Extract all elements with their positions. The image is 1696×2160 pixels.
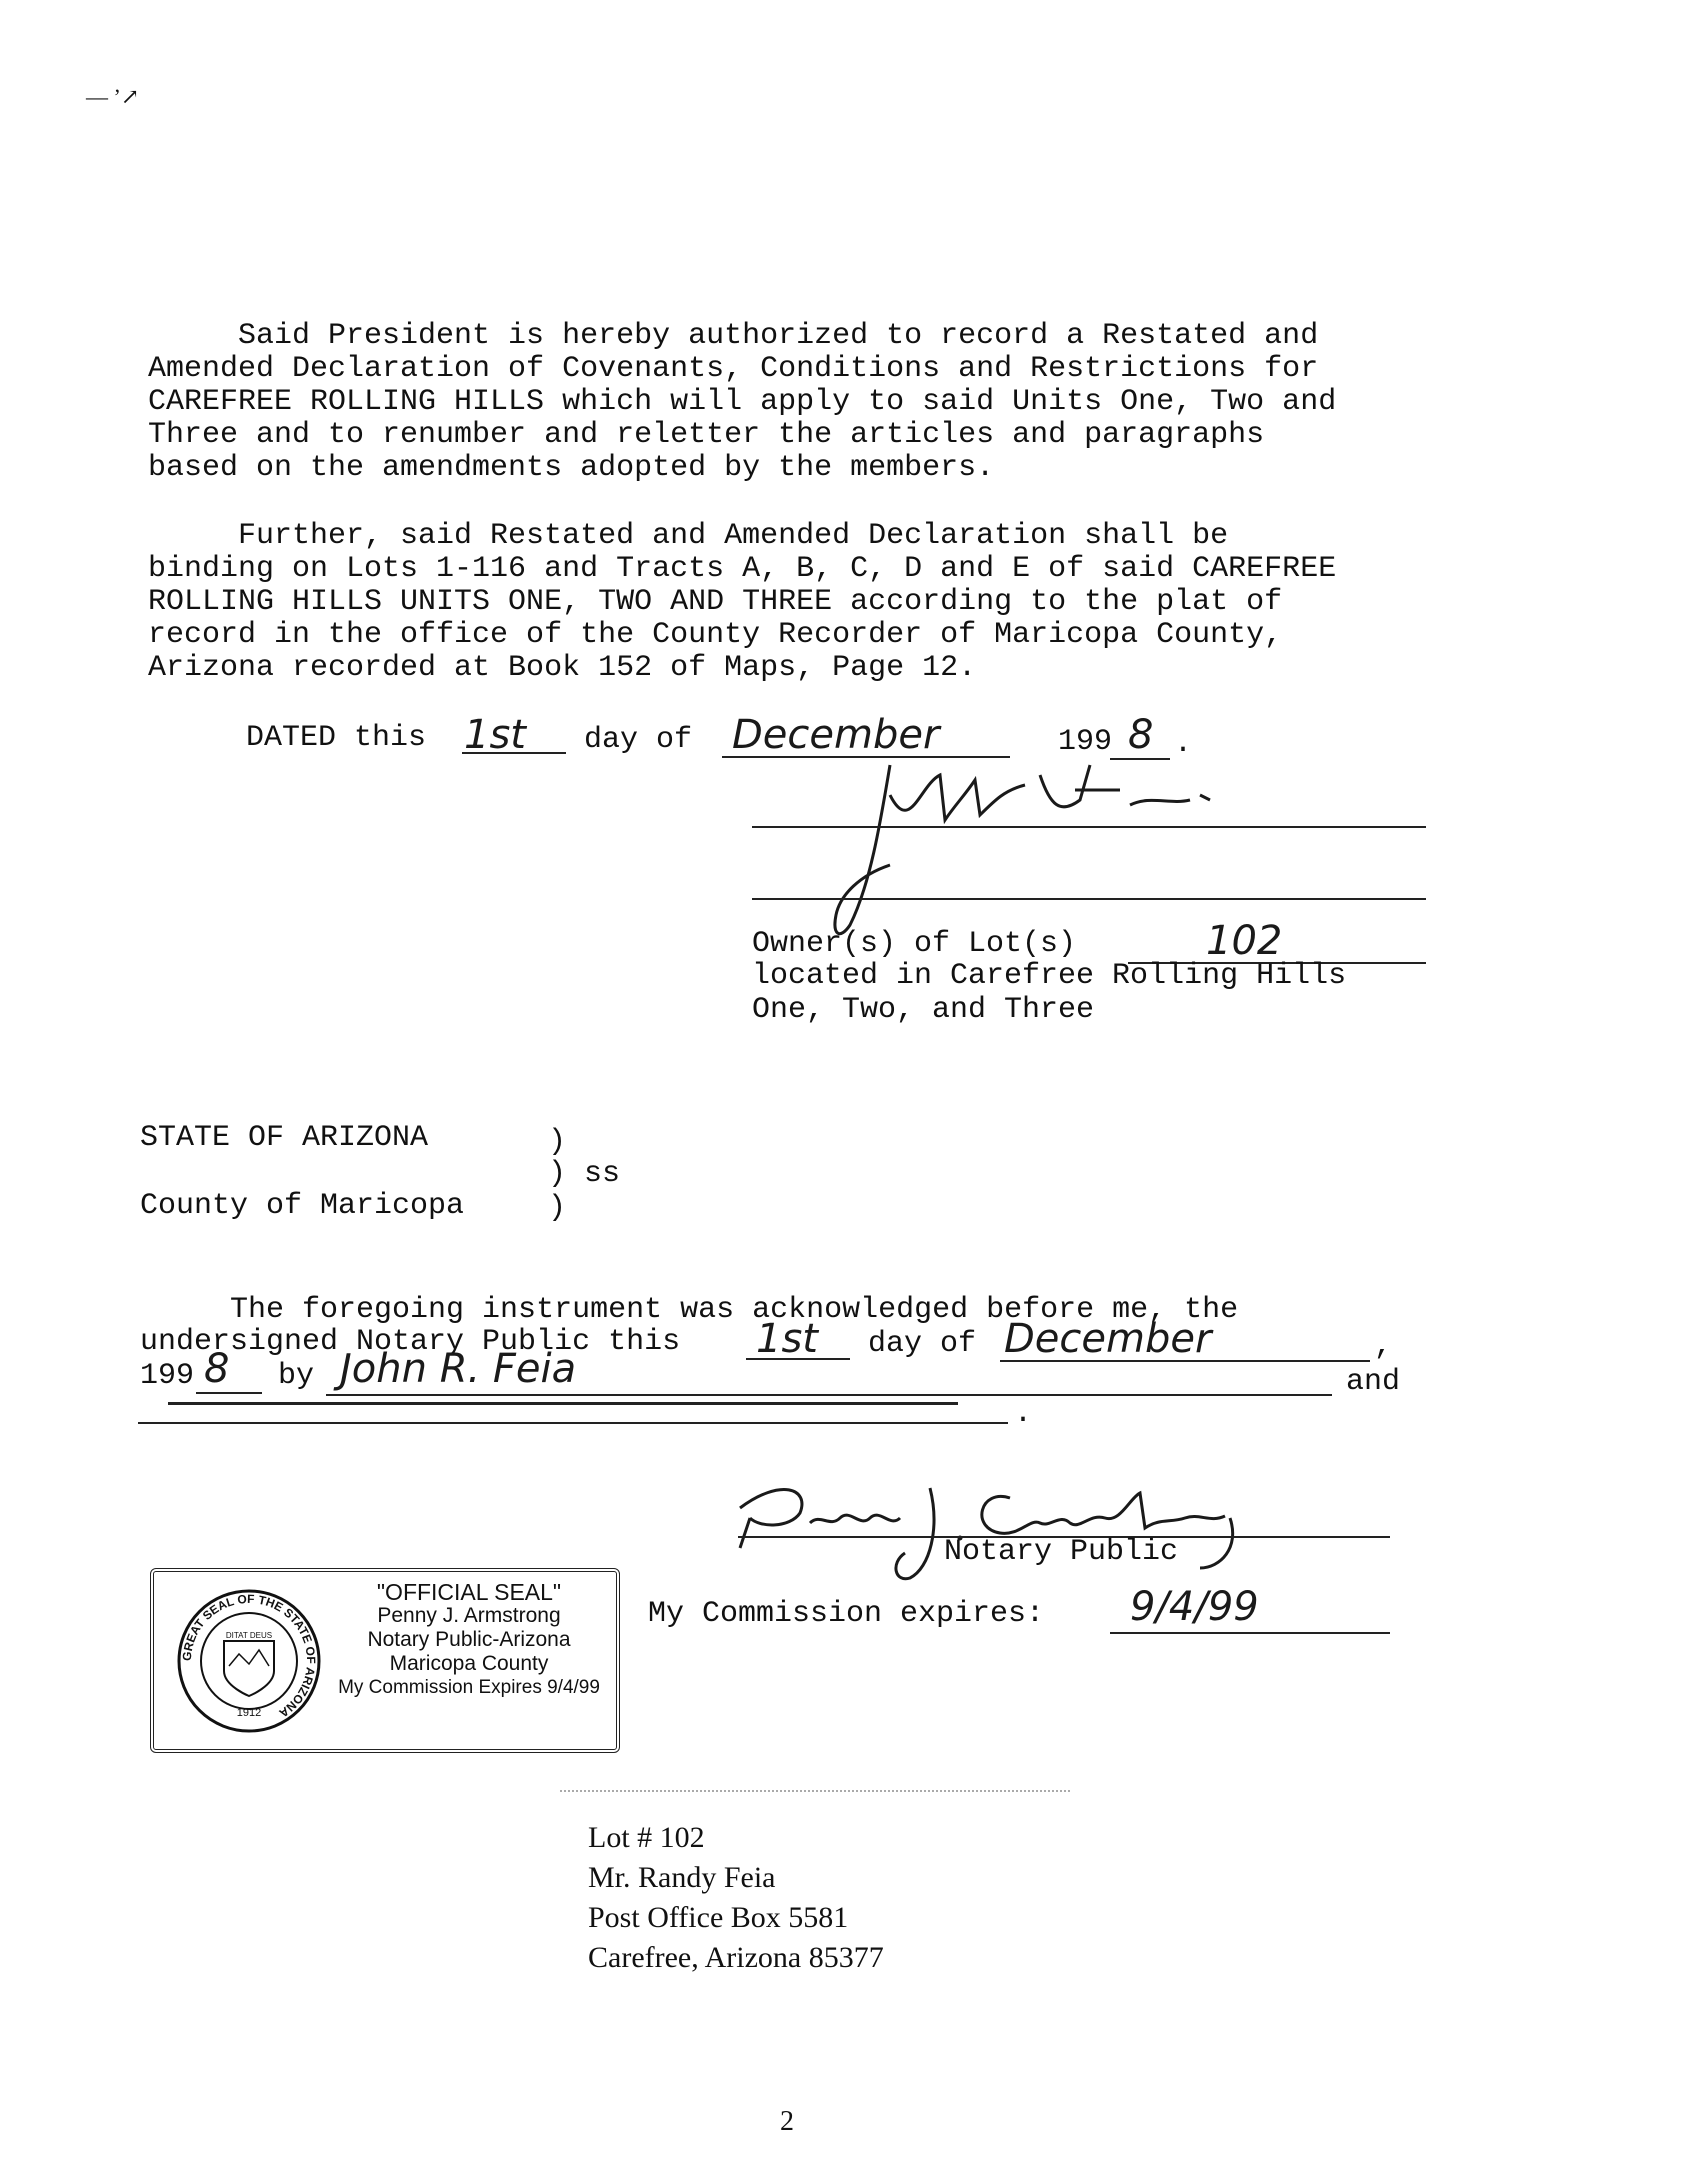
ack-year-line [196,1392,262,1394]
commission-handwritten: 9/4/99 [1130,1584,1259,1630]
dated-prefix: DATED this [246,721,427,755]
seal-line-1: "OFFICIAL SEAL" [376,1579,562,1605]
dated-middle: day of [584,723,693,757]
venue-paren-1: ) [548,1125,567,1159]
commission-line [1110,1632,1390,1634]
ack-period: . [1014,1397,1033,1431]
address-lot: Lot # 102 [588,1821,705,1854]
owner-units-line: One, Two, and Three [752,993,1095,1027]
ack-day-handwritten: 1st [756,1316,818,1362]
seal-line-2: Penny J. Armstrong [377,1604,561,1627]
dated-year-handwritten: 8 [1128,712,1154,758]
ack-month-handwritten: December [1004,1316,1212,1362]
ack-comma: , [1374,1329,1393,1363]
ack-line2-mid: day of [868,1327,977,1361]
seal-text-block [334,1580,604,1700]
notary-title: Notary Public [944,1535,1179,1569]
venue-paren-3: ) [548,1191,567,1225]
owner-location-line: located in Carefree Rolling Hills [752,959,1347,993]
header-marks: — ’↗ [86,84,140,109]
owner-lot-handwritten: 102 [1206,918,1283,964]
ack-by: by [278,1359,315,1393]
page-number: 2 [780,2106,794,2137]
ack-line2-prefix: undersigned Notary Public this [140,1325,681,1359]
paragraph-authorization: Said President is hereby authorized to record a Restated and Amended Declaration of Covenants, Conditions and Restrictions for CAREFREE ROLLING HILLS which will apply to said Units One, Two and Three and to renumber and reletter the articles and paragraphs based on the amendments adopted by the members. [148,319,1337,485]
signature-line-1 [752,826,1426,828]
commission-label: My Commission expires: [648,1597,1045,1631]
address-name: Mr. Randy Feia [588,1861,776,1894]
notary-signature [720,1468,1280,1588]
address-city: Carefree, Arizona 85377 [588,1941,884,1974]
great-seal-icon [174,1586,324,1736]
dotted-separator [560,1790,1070,1792]
ack-line-1: The foregoing instrument was acknowledged before me, the [140,1293,1239,1327]
ack-year-prefix: 199 [140,1359,195,1393]
paragraph-binding: Further, said Restated and Amended Declaration shall be binding on Lots 1-116 and Tracts A, B, C, D and E of said CAREFREE ROLLING HILLS UNITS ONE, TWO AND THREE according to the plat of record in the office of the County Recorder of Maricopa County, Arizona recorded at Book 152 of Maps, Page 12. [148,519,1337,685]
svg-text:DITAT DEUS: DITAT DEUS [225,1631,273,1640]
svg-text:GREAT SEAL OF THE STATE OF ARI: GREAT SEAL OF THE STATE OF ARIZONA [179,1591,319,1721]
seal-line-5: My Commission Expires 9/4/99 [338,1677,600,1698]
ack-and: and [1346,1365,1401,1399]
seal-line-4: Maricopa County [389,1652,549,1675]
dated-month-handwritten: December [732,712,940,758]
ack-year-handwritten: 8 [204,1346,230,1392]
ack-name-handwritten: John R. Feia [340,1346,577,1392]
venue-ss: ) ss [548,1157,621,1191]
official-seal-stamp [150,1568,620,1753]
ack-underline-scribble [168,1402,958,1405]
venue-county: County of Maricopa [140,1189,465,1223]
address-block [588,1818,884,1978]
owner-signature [740,745,1260,945]
seal-line-3: Notary Public-Arizona [367,1628,571,1651]
venue-state: STATE OF ARIZONA [140,1121,429,1155]
address-po-box: Post Office Box 5581 [588,1901,849,1934]
signature-line-2 [752,898,1426,900]
dated-day-handwritten: 1st [464,712,526,758]
ack-blank-line [138,1422,1008,1424]
owner-label: Owner(s) of Lot(s) [752,927,1077,961]
dated-year-prefix: 199 [1058,725,1113,759]
svg-text:1912: 1912 [236,1707,262,1719]
dated-suffix: . [1174,727,1193,761]
ack-name-line [326,1394,1332,1396]
